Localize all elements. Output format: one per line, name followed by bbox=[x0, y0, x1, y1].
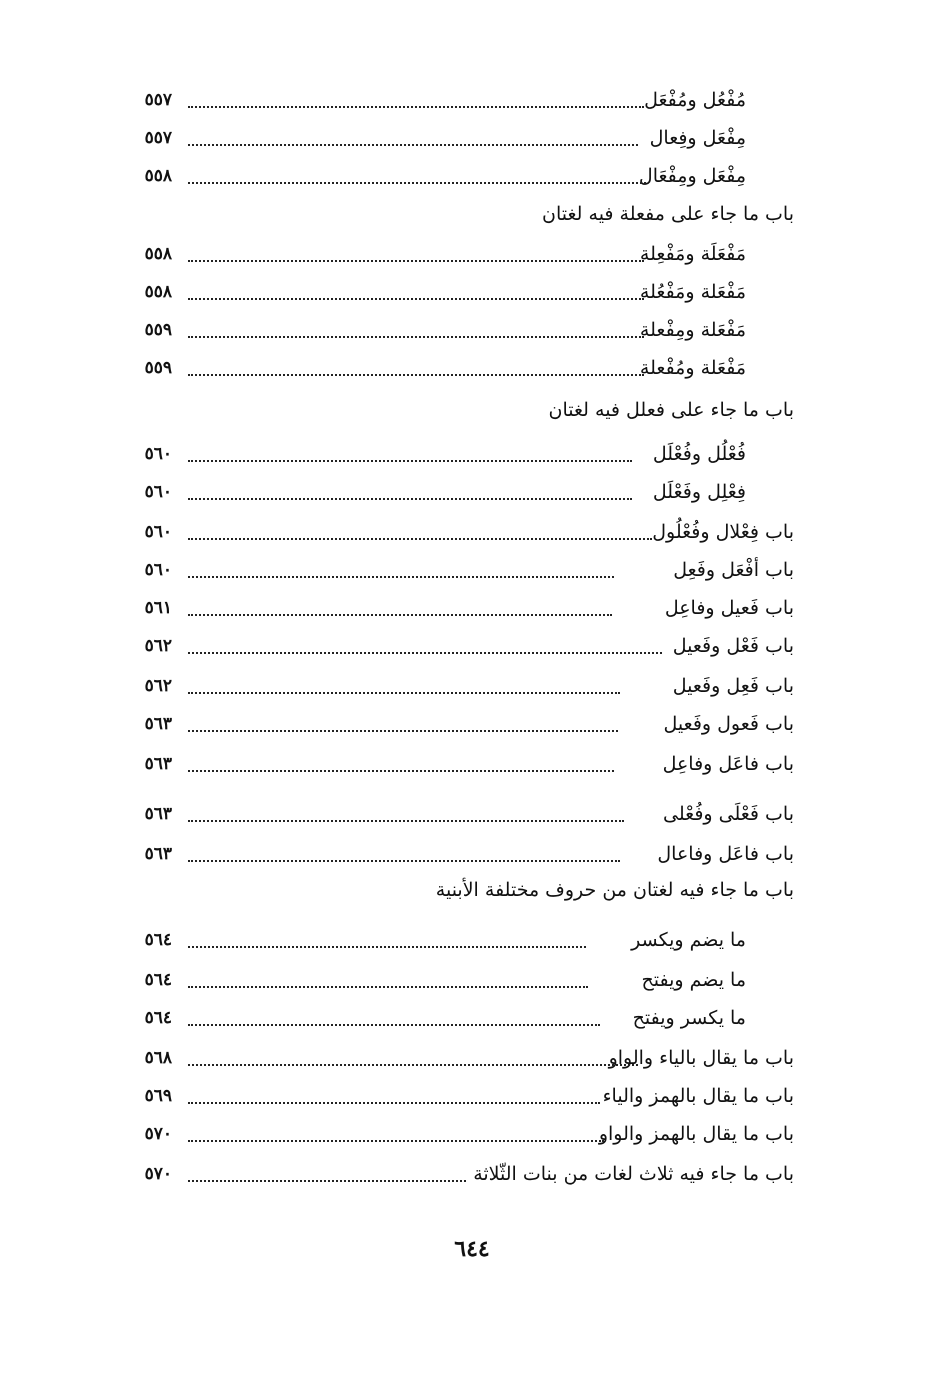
page-number: ٦٤٤ bbox=[454, 1236, 490, 1262]
toc-entry bbox=[0, 312, 944, 348]
entry-title: باب فَعول وفَعيل bbox=[663, 713, 794, 735]
leader-dots bbox=[188, 614, 612, 616]
leader-dots bbox=[188, 652, 662, 654]
entry-page-number: ٥٥٨ bbox=[144, 244, 172, 264]
toc-section-heading bbox=[0, 392, 944, 428]
toc-entry bbox=[0, 274, 944, 310]
entry-page-number: ٥٦٠ bbox=[144, 482, 172, 502]
entry-title: مِفْعَل وفِعال bbox=[649, 127, 746, 149]
toc-entry bbox=[0, 706, 944, 742]
toc-entry bbox=[0, 552, 944, 588]
entry-title: باب فَعيل وفاعِل bbox=[664, 597, 794, 619]
leader-dots bbox=[188, 1102, 600, 1104]
entry-title: مِفْعَل ومِفْعَال bbox=[638, 165, 746, 187]
leader-dots bbox=[188, 730, 618, 732]
entry-page-number: ٥٦٤ bbox=[144, 930, 172, 950]
entry-page-number: ٥٦٠ bbox=[144, 522, 172, 542]
leader-dots bbox=[188, 144, 638, 146]
entry-title: باب فَعْلَى وفُعْلى bbox=[663, 803, 794, 825]
entry-title: مُفْعُل ومُفْعَل bbox=[644, 89, 746, 111]
entry-title: باب فاعَل وفاعِل bbox=[662, 753, 794, 775]
entry-title: باب أفْعَل وفَعِل bbox=[673, 559, 794, 581]
entry-page-number: ٥٦٢ bbox=[144, 676, 172, 696]
entry-page-number: ٥٦٤ bbox=[144, 970, 172, 990]
entry-page-number: ٥٦٠ bbox=[144, 560, 172, 580]
entry-title: فِعْلِل وفَعْلَل bbox=[652, 481, 746, 503]
leader-dots bbox=[188, 374, 644, 376]
toc-section-heading bbox=[0, 196, 944, 232]
toc-entry bbox=[0, 120, 944, 156]
entry-page-number: ٥٦٣ bbox=[144, 804, 172, 824]
toc-entry bbox=[0, 82, 944, 118]
toc-entry bbox=[0, 628, 944, 664]
entry-title: باب فَعِل وفَعيل bbox=[672, 675, 794, 697]
entry-title: ما يضم ويفتح bbox=[641, 969, 746, 991]
entry-page-number: ٥٥٧ bbox=[144, 128, 172, 148]
toc-entry bbox=[0, 590, 944, 626]
entry-page-number: ٥٥٧ bbox=[144, 90, 172, 110]
toc-entry bbox=[0, 1116, 944, 1152]
entry-page-number: ٥٦٨ bbox=[144, 1048, 172, 1068]
leader-dots bbox=[188, 576, 614, 578]
entry-page-number: ٥٦٣ bbox=[144, 844, 172, 864]
entry-title: باب ما يقال بالهمز والياء bbox=[602, 1085, 794, 1107]
entry-page-number: ٥٦٣ bbox=[144, 754, 172, 774]
leader-dots bbox=[188, 986, 588, 988]
entry-page-number: ٥٦١ bbox=[144, 598, 172, 618]
leader-dots bbox=[188, 182, 646, 184]
entry-page-number: ٥٦٠ bbox=[144, 444, 172, 464]
entry-title: باب فاعَل وفاعال bbox=[657, 843, 794, 865]
toc-entry bbox=[0, 668, 944, 704]
toc-entry bbox=[0, 1000, 944, 1036]
entry-title: مَفْعَلة ومِفْعلة bbox=[639, 319, 746, 341]
toc-entry bbox=[0, 1156, 944, 1192]
toc-entry bbox=[0, 836, 944, 872]
entry-page-number: ٥٥٨ bbox=[144, 166, 172, 186]
entry-title: مَفْعَلة ومَفْعُلة bbox=[639, 281, 746, 303]
entry-title: مَفْعَلَة ومَفْعِلة bbox=[639, 243, 746, 265]
entry-title: باب ما يقال بالهمز والواو bbox=[598, 1123, 794, 1145]
section-heading-text: باب ما جاء فيه لغتان من حروف مختلفة الأبنية bbox=[435, 879, 794, 901]
toc-section-heading bbox=[0, 872, 944, 908]
toc-entry bbox=[0, 1040, 944, 1076]
leader-dots bbox=[188, 1064, 638, 1066]
leader-dots bbox=[188, 538, 652, 540]
entry-page-number: ٥٧٠ bbox=[144, 1164, 172, 1184]
section-heading-text: باب ما جاء على مفعلة فيه لغتان bbox=[542, 203, 794, 225]
toc-entry bbox=[0, 350, 944, 386]
leader-dots bbox=[188, 298, 644, 300]
leader-dots bbox=[188, 336, 644, 338]
toc-entry bbox=[0, 796, 944, 832]
leader-dots bbox=[188, 1024, 600, 1026]
entry-page-number: ٥٥٩ bbox=[144, 320, 172, 340]
entry-page-number: ٥٦٣ bbox=[144, 714, 172, 734]
toc-entry bbox=[0, 158, 944, 194]
toc-entry bbox=[0, 474, 944, 510]
entry-title: فُعْلُل وفُعْلَل bbox=[652, 443, 746, 465]
leader-dots bbox=[188, 106, 644, 108]
entry-page-number: ٥٥٨ bbox=[144, 282, 172, 302]
toc-entry bbox=[0, 236, 944, 272]
entry-page-number: ٥٦٢ bbox=[144, 636, 172, 656]
entry-title: باب ما جاء فيه ثلاث لغات من بنات الثّلاثة bbox=[473, 1163, 794, 1185]
toc-entry bbox=[0, 922, 944, 958]
leader-dots bbox=[188, 498, 632, 500]
toc-entry bbox=[0, 746, 944, 782]
toc-entry bbox=[0, 1078, 944, 1114]
entry-page-number: ٥٦٩ bbox=[144, 1086, 172, 1106]
entry-title: مَفْعَلة ومُفْعلة bbox=[639, 357, 746, 379]
leader-dots bbox=[188, 260, 644, 262]
entry-title: باب فَعْل وفَعيل bbox=[672, 635, 794, 657]
leader-dots bbox=[188, 770, 614, 772]
leader-dots bbox=[188, 946, 586, 948]
entry-title: باب ما يقال بالياء والواو bbox=[608, 1047, 794, 1069]
leader-dots bbox=[188, 1140, 604, 1142]
leader-dots bbox=[188, 692, 620, 694]
entry-title: باب فِعْلال وفُعْلُول bbox=[652, 521, 794, 543]
leader-dots bbox=[188, 860, 620, 862]
entry-page-number: ٥٦٤ bbox=[144, 1008, 172, 1028]
leader-dots bbox=[188, 820, 624, 822]
leader-dots bbox=[188, 1180, 466, 1182]
leader-dots bbox=[188, 460, 632, 462]
entry-title: ما يضم ويكسر bbox=[631, 929, 746, 951]
entry-title: ما يكسر ويفتح bbox=[632, 1007, 746, 1029]
toc-entry bbox=[0, 962, 944, 998]
entry-page-number: ٥٧٠ bbox=[144, 1124, 172, 1144]
toc-entry bbox=[0, 514, 944, 550]
toc-entry bbox=[0, 436, 944, 472]
entry-page-number: ٥٥٩ bbox=[144, 358, 172, 378]
section-heading-text: باب ما جاء على فعلل فيه لغتان bbox=[548, 399, 794, 421]
